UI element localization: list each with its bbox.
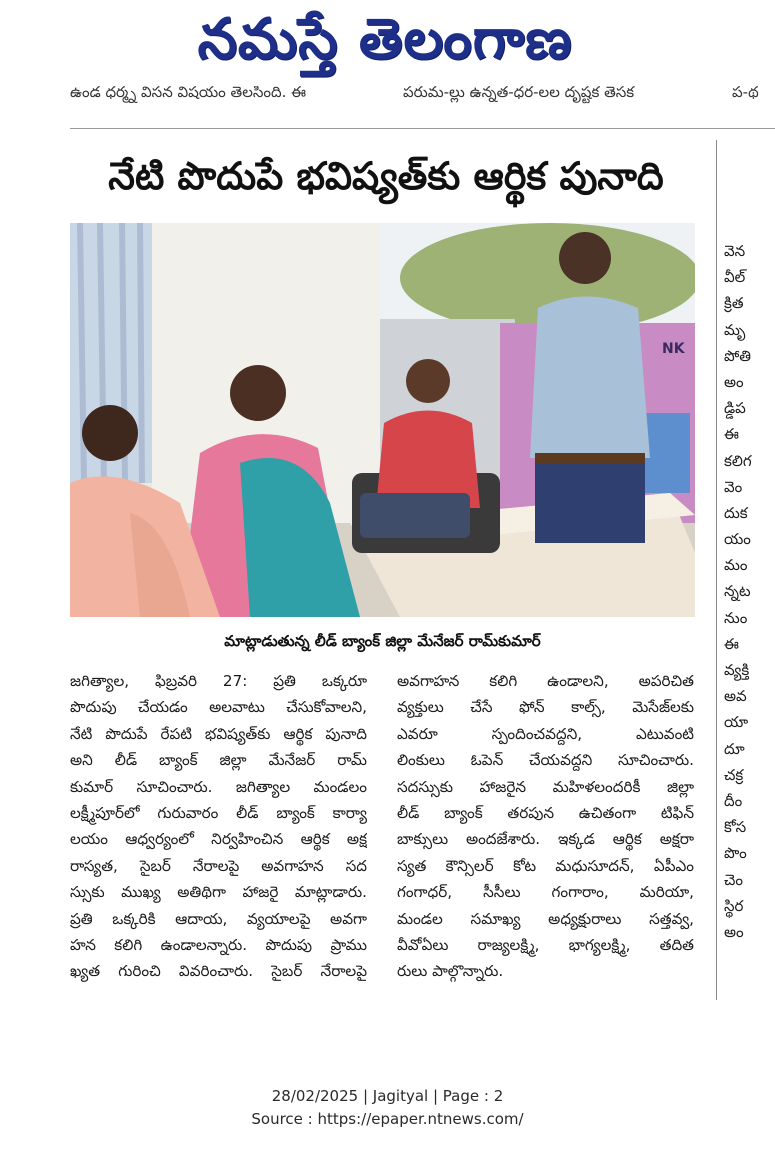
fragment-line: వ్యక్తి	[724, 661, 750, 679]
clipped-text-2: పరుమ-ల్లు ఉన్నత-ధర-లల దృష్టక తెసక	[403, 86, 635, 101]
article-column-2	[397, 668, 694, 985]
fragment-line: ఈ	[724, 634, 739, 653]
fragment-line: అం	[724, 922, 744, 941]
footer-date-edition: 28/02/2025 | Jagityal | Page : 2	[271, 1087, 504, 1105]
fragment-line: డ్డిప	[724, 399, 746, 418]
clipped-text-3: ప-థ	[732, 86, 759, 101]
article-line: రాస్యత, సైబర్ నేరాలపై అవగాహన సద	[70, 856, 367, 875]
adjacent-article-fragments	[724, 238, 775, 945]
article-column-1	[70, 668, 367, 985]
clipped-text-strip	[70, 86, 775, 110]
article-line: స్యత కౌన్సిలర్ కోట మధుసూదన్, ఏపీఎం	[397, 856, 694, 875]
fragment-line: దుక	[724, 503, 748, 522]
article-line: పొదుపు చేయడం అలవాటు చేసుకోవాలని,	[70, 698, 367, 717]
fragment-line: చెం	[724, 870, 744, 889]
fragment-line: పొం	[724, 844, 747, 863]
fragment-line: పోతి	[724, 346, 752, 365]
fragment-line: యం	[724, 530, 751, 549]
photo-caption: మాట్లాడుతున్న లీడ్ బ్యాంక్ జిల్లా మేనేజర్ రామ్‌కుమార్	[224, 632, 541, 650]
fragment-line: కలిగ	[724, 451, 752, 470]
fragment-line: క్రిత	[724, 294, 744, 313]
article-line: లీడ్ బ్యాంక్ తరపున ఉచితంగా టిఫిన్	[397, 803, 694, 822]
fragment-line: అవ	[724, 687, 747, 706]
article-headline: నేటి పొదుపే భవిష్యత్‌కు ఆర్థిక పునాది	[108, 154, 664, 198]
fragment-line: కోస	[724, 818, 747, 837]
article-line: బాక్సులు అందజేశారు. ఇక్కడ ఆర్థిక అక్షరా	[397, 830, 694, 849]
clipped-text-1: ఉండ ధర్మ్న విసన విషయం తెలసింది. ఈ	[70, 86, 307, 101]
event-photo-illustration	[70, 223, 695, 617]
article-line: మండల సమాఖ్య అధ్యక్షురాలు సత్తవ్వ,	[397, 909, 694, 928]
article-line: కుమార్ సూచించారు. జగిత్యాల మండలం	[70, 777, 367, 796]
banner-text: NK	[662, 341, 685, 357]
fragment-line: న్నట	[724, 582, 751, 601]
article-line: వీవోఏలు రాజ్యలక్ష్మి, భాగ్యలక్ష్మి, తదిత	[397, 935, 694, 954]
article-line: ఎవరూ స్పందించవద్దని, ఎటువంటి	[397, 724, 694, 743]
fragment-line: మృ	[724, 320, 746, 339]
fragment-line: యా	[724, 713, 749, 732]
fragment-line: దీం	[724, 791, 743, 810]
fragment-line: వీల్	[724, 268, 746, 287]
article-line: జగిత్యాల, ఫిబ్రవరి 27: ప్రతి ఒక్కరూ	[70, 672, 367, 690]
article-line: అవగాహన కలిగి ఉండాలని, అపరిచిత	[397, 672, 694, 690]
fragment-line: స్థిర	[724, 896, 744, 915]
article-line: నేటి పొదుపే రేపటి భవిష్యత్‌కు ఆర్థిక పునాది	[70, 724, 367, 743]
article-line: హన కలిగి ఉండాలన్నారు. పొదుపు ప్రాము	[70, 935, 367, 954]
article-line: ప్రతి ఒక్కరికి ఆదాయ, వ్యయాలపై అవగా	[70, 909, 367, 928]
top-divider	[70, 128, 775, 129]
column-divider	[716, 140, 717, 1000]
article-line: లింకులు ఓపెన్ చేయవద్దని సూచించారు.	[397, 751, 694, 770]
article-line: లయం ఆధ్వర్యంలో నిర్వహించిన ఆర్థిక అక్ష	[70, 830, 367, 849]
article-line: ఖ్యత గురించి వివరించారు. సైబర్ నేరాలపై	[70, 962, 367, 981]
article-photo	[70, 223, 695, 617]
fragment-line: అం	[724, 372, 744, 391]
fragment-line: వెం	[724, 477, 743, 496]
masthead-title: నమస్తే తెలంగాణ	[197, 7, 573, 72]
article-line: వ్యక్తులు చేసే ఫోన్ కాల్స్, మెసేజ్‌లకు	[397, 698, 694, 717]
article-line: అని లీడ్ బ్యాంక్ జిల్లా మేనేజర్ రామ్	[70, 751, 367, 770]
fragment-line: నుం	[724, 608, 748, 627]
article-line: గంగాధర్, సీసీలు గంగారాం, మరియా,	[397, 883, 694, 902]
footer-source-link[interactable]: Source : https://epaper.ntnews.com/	[251, 1110, 524, 1128]
article-line: స్సుకు ముఖ్య అతిథిగా హాజరై మాట్లాడారు.	[70, 883, 367, 902]
fragment-line: మం	[724, 556, 748, 575]
article-line: సదస్సుకు హాజరైన మహిళలందరికీ జిల్లా	[397, 777, 694, 796]
fragment-line: చక్ర	[724, 765, 744, 784]
article-line: రులు పాల్గొన్నారు.	[397, 962, 504, 981]
fragment-line: ఈ	[724, 425, 739, 444]
article-line: లక్ష్మీపూర్‌లో గురువారం లీడ్ బ్యాంక్ కార్యా	[70, 803, 367, 822]
fragment-line: దూ	[724, 739, 745, 758]
fragment-line: వెన	[724, 242, 746, 260]
